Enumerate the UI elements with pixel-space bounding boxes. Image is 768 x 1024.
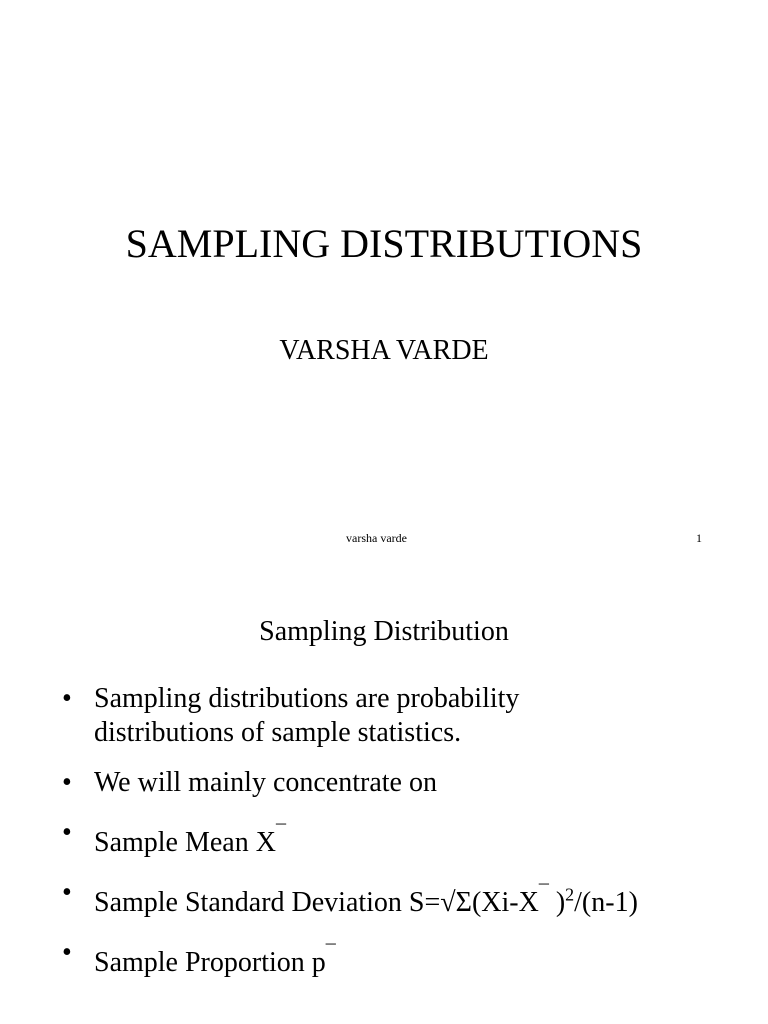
content-slide (0, 560, 768, 1024)
mean-bar-symbol: ¯ (275, 822, 286, 844)
bullet-marker: • (62, 767, 72, 798)
slide-author: VARSHA VARDE (279, 335, 489, 366)
bullet-text: Sample Proportion p (94, 947, 326, 978)
bullet-item (62, 876, 768, 920)
bullet-marker: • (62, 683, 72, 714)
proportion-bar-symbol: ¯ (325, 942, 336, 964)
formula-text-part: Sample Standard Deviation S=√Σ(Xi-X (94, 887, 539, 918)
bullet-item (62, 816, 768, 860)
slide-title: SAMPLING DISTRIBUTIONS (125, 221, 643, 266)
mean-bar-symbol: ¯ (538, 882, 549, 904)
bullet-list (62, 682, 768, 996)
formula-text-part: /(n-1) (574, 887, 638, 918)
bullet-marker: • (62, 937, 72, 968)
exponent: 2 (565, 884, 575, 905)
bullet-text-line: Sampling distributions are probability (94, 683, 520, 714)
bullet-marker: • (62, 877, 72, 908)
slide-heading: Sampling Distribution (259, 616, 509, 647)
bullet-text: We will mainly concentrate on (94, 767, 437, 798)
formula-text-part: ) (548, 887, 566, 918)
bullet-text-line: distributions of sample statistics. (94, 717, 462, 748)
bullet-marker: • (62, 817, 72, 848)
page-number: 1 (696, 531, 702, 545)
bullet-item (62, 766, 768, 800)
bullet-item (62, 936, 768, 980)
bullet-text: Sample Mean X (94, 827, 276, 858)
footer-author: varsha varde (346, 531, 407, 545)
bullet-item (62, 682, 768, 750)
